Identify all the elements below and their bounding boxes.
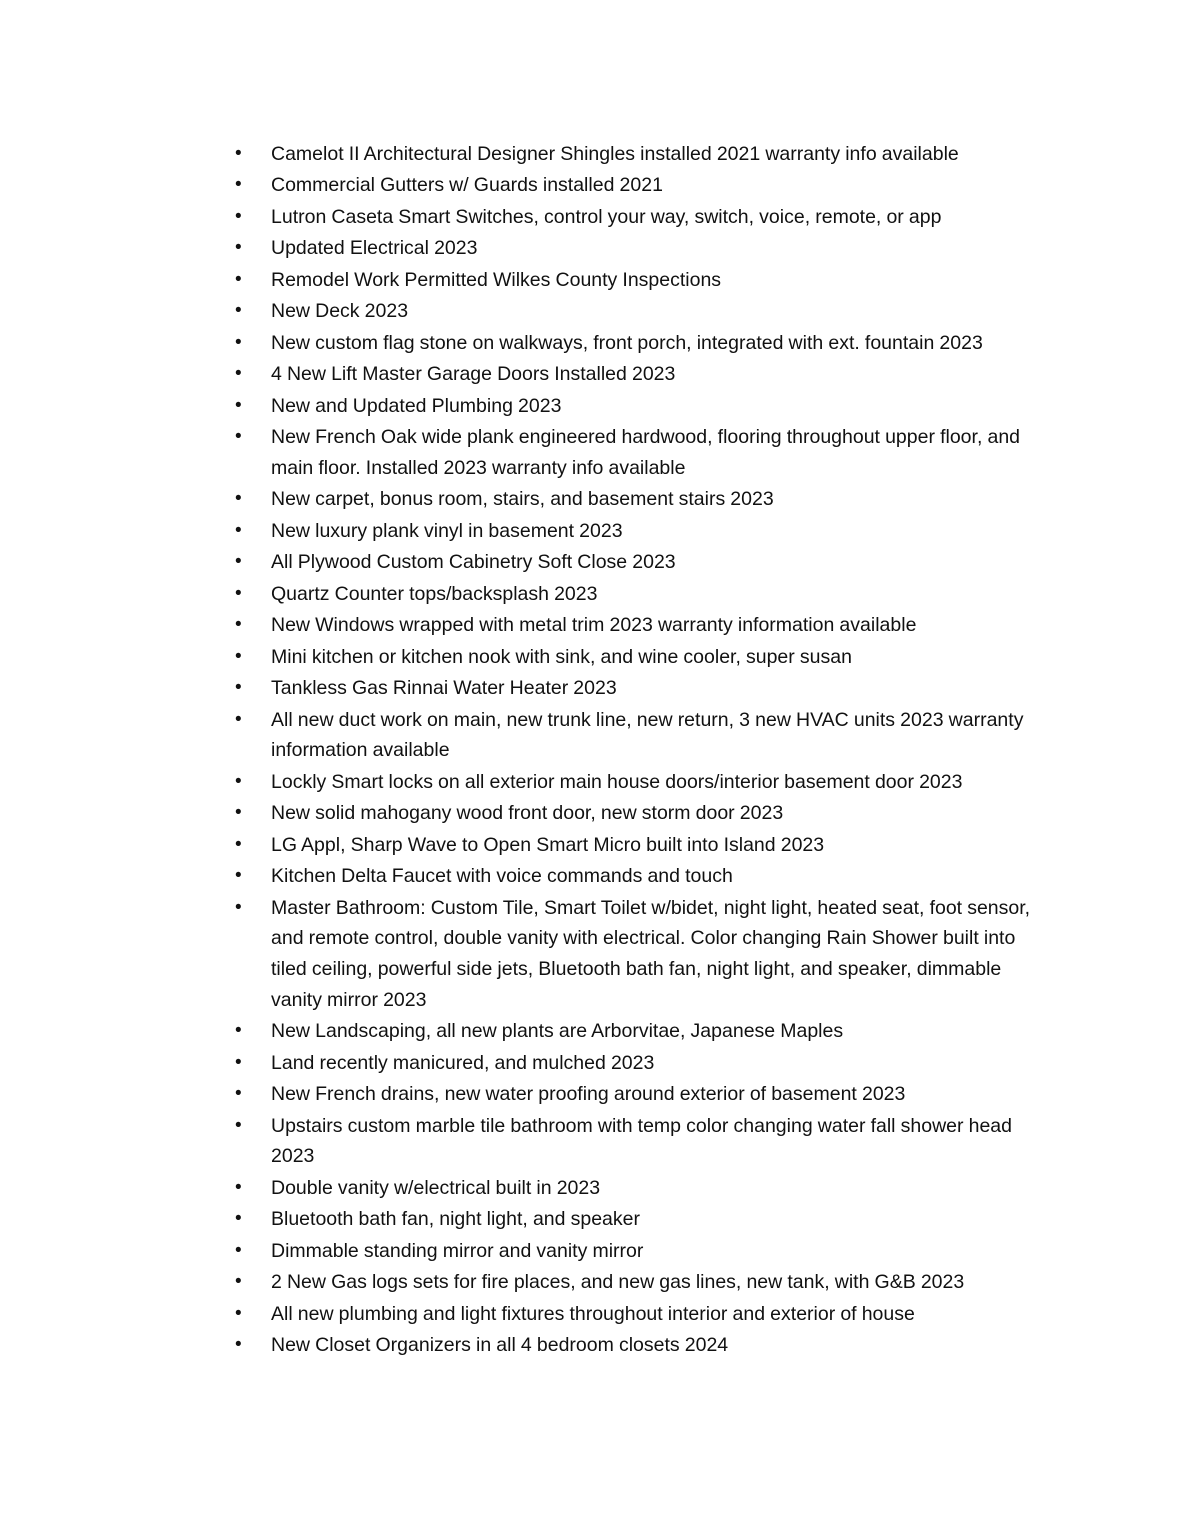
list-item: [232, 359, 1042, 390]
list-item-text: New carpet, bonus room, stairs, and basement stairs 2023: [271, 488, 774, 511]
list-item: [232, 1173, 1042, 1204]
list-item: [232, 767, 1042, 798]
list-item: [232, 642, 1042, 673]
list-item-text: Tankless Gas Rinnai Water Heater 2023: [271, 677, 617, 700]
bullet-icon: •: [235, 677, 242, 699]
list-item-text: 2 New Gas logs sets for fire places, and new gas lines, new tank, with G&B 2023: [271, 1271, 965, 1294]
bullet-icon: •: [235, 865, 242, 887]
list-item-text: New Windows wrapped with metal trim 2023 warranty information available: [271, 614, 917, 637]
list-item-text: Commercial Gutters w/ Guards installed 2021: [271, 174, 663, 197]
list-item: [232, 1079, 1042, 1110]
bullet-icon: •: [235, 363, 242, 385]
bullet-icon: •: [235, 896, 242, 918]
list-item: [232, 296, 1042, 327]
list-item-text: New and Updated Plumbing 2023: [271, 394, 562, 417]
list-item-text: Lockly Smart locks on all exterior main house doors/interior basement door 2023: [271, 770, 963, 793]
list-item-text: Updated Electrical 2023: [271, 237, 478, 260]
list-item-text: Double vanity w/electrical built in 2023: [271, 1176, 601, 1199]
list-item-text: Kitchen Delta Faucet with voice commands and touch: [271, 865, 733, 888]
list-item-text: All new duct work on main, new trunk line, new return, 3 new HVAC units 2023 warranty information available: [271, 708, 1024, 762]
list-item: [232, 893, 1042, 1015]
bullet-icon: •: [235, 1176, 242, 1198]
bullet-icon: •: [235, 1334, 242, 1356]
list-item-text: New French Oak wide plank engineered hardwood, flooring throughout upper floor, and main floor. Installed 2023 warranty info available: [271, 426, 1021, 479]
bullet-icon: •: [235, 268, 242, 290]
bullet-icon: •: [235, 582, 242, 604]
bullet-icon: •: [235, 519, 242, 541]
bullet-icon: •: [235, 237, 242, 259]
list-item: [232, 484, 1042, 515]
list-item-text: Bluetooth bath fan, night light, and speaker: [271, 1208, 640, 1231]
list-item-text: All new plumbing and light fixtures throughout interior and exterior of house: [271, 1302, 915, 1325]
bullet-icon: •: [235, 1051, 242, 1073]
feature-bullet-list: [232, 139, 1042, 1362]
bullet-icon: •: [235, 1083, 242, 1105]
bullet-icon: •: [235, 331, 242, 353]
list-item-text: New Closet Organizers in all 4 bedroom closets 2024: [271, 1334, 729, 1357]
list-item: [232, 516, 1042, 547]
list-item: [232, 798, 1042, 829]
bullet-icon: •: [235, 1271, 242, 1293]
list-item-text: New Landscaping, all new plants are Arborvitae, Japanese Maples: [271, 1020, 844, 1043]
bullet-icon: •: [235, 143, 242, 164]
list-item-text: Lutron Caseta Smart Switches, control your way, switch, voice, remote, or app: [271, 205, 942, 228]
bullet-icon: •: [235, 1208, 242, 1230]
list-item: [232, 233, 1042, 264]
bullet-icon: •: [235, 708, 242, 730]
list-item-text: Master Bathroom: Custom Tile, Smart Toilet w/bidet, night light, heated seat, foot sensor, and remote control, double vanity with electrical. Color changing Rain Shower built into tiled ceiling, powerful side jets, Bluetooth bath fan, night light, and speaker, dimmable vanity mirror 2023: [271, 896, 1031, 1011]
list-item: [232, 1048, 1042, 1079]
bullet-icon: •: [235, 205, 242, 227]
list-item: [232, 547, 1042, 578]
bullet-icon: •: [235, 1302, 242, 1324]
list-item: [232, 1111, 1042, 1172]
bullet-icon: •: [235, 1114, 242, 1136]
list-item: [232, 391, 1042, 422]
list-item: [232, 1236, 1042, 1267]
bullet-icon: •: [235, 833, 242, 855]
list-item-text: Land recently manicured, and mulched 2023: [271, 1051, 655, 1074]
list-item: [232, 830, 1042, 861]
list-item-text: New luxury plank vinyl in basement 2023: [271, 519, 623, 542]
list-item-text: Quartz Counter tops/backsplash 2023: [271, 582, 598, 605]
list-item-text: New solid mahogany wood front door, new storm door 2023: [271, 802, 784, 825]
list-item: [232, 1299, 1042, 1330]
list-item: [232, 1330, 1042, 1361]
list-item-text: Dimmable standing mirror and vanity mirror: [271, 1239, 644, 1262]
list-item: [232, 610, 1042, 641]
bullet-icon: •: [235, 426, 242, 448]
list-item-text: Remodel Work Permitted Wilkes County Inspections: [271, 268, 722, 291]
bullet-icon: •: [235, 488, 242, 510]
bullet-icon: •: [235, 802, 242, 824]
list-item: [232, 705, 1042, 766]
bullet-icon: •: [235, 1239, 242, 1261]
list-item: [232, 1016, 1042, 1047]
list-item: [232, 328, 1042, 359]
list-item-text: New Deck 2023: [271, 300, 409, 323]
bullet-icon: •: [235, 174, 242, 196]
bullet-icon: •: [235, 614, 242, 636]
list-item-text: LG Appl, Sharp Wave to Open Smart Micro built into Island 2023: [271, 833, 825, 856]
list-item-text: New French drains, new water proofing around exterior of basement 2023: [271, 1083, 906, 1106]
list-item: [232, 265, 1042, 296]
list-item: [232, 422, 1042, 483]
list-item: [232, 202, 1042, 233]
bullet-icon: •: [235, 1020, 242, 1042]
bullet-icon: •: [235, 551, 242, 573]
list-item: [232, 861, 1042, 892]
bullet-icon: •: [235, 300, 242, 322]
list-item-text: Upstairs custom marble tile bathroom with temp color changing water fall shower head 2023: [271, 1114, 1012, 1168]
list-item-text: New custom flag stone on walkways, front porch, integrated with ext. fountain 2023: [271, 331, 983, 354]
list-item: [232, 1267, 1042, 1298]
list-item: [232, 170, 1042, 201]
list-item-text: All Plywood Custom Cabinetry Soft Close 2023: [271, 551, 676, 574]
list-item: [232, 1204, 1042, 1235]
list-item-text: Camelot II Architectural Designer Shingles installed 2021 warranty info available: [271, 143, 959, 165]
bullet-icon: •: [235, 645, 242, 667]
list-item-text: Mini kitchen or kitchen nook with sink, and wine cooler, super susan: [271, 645, 852, 668]
list-item-text: 4 New Lift Master Garage Doors Installed 2023: [271, 363, 676, 386]
list-item: [232, 139, 1042, 170]
list-item: [232, 673, 1042, 704]
list-item: [232, 579, 1042, 610]
bullet-icon: •: [235, 770, 242, 792]
bullet-icon: •: [235, 394, 242, 416]
